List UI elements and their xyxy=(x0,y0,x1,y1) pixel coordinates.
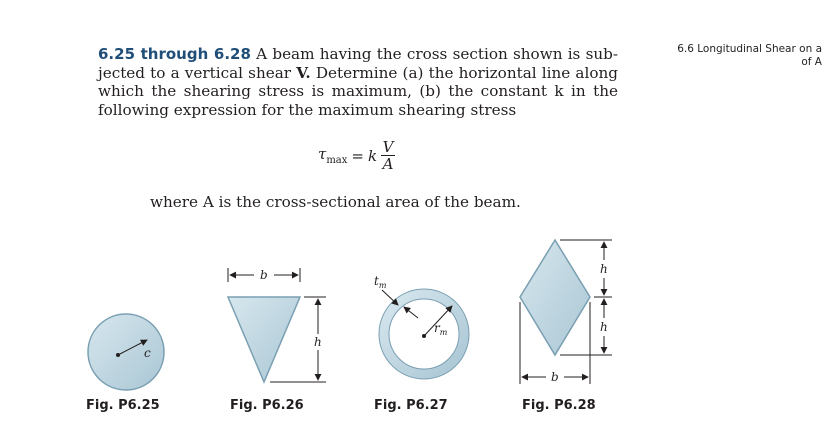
diamond-b-label: b xyxy=(551,370,559,384)
triangle-b-label: b xyxy=(260,268,268,282)
fig-label-p625: Fig. P6.25 xyxy=(86,398,160,413)
fig-p627-drawing xyxy=(374,274,469,379)
ring-r-label: $r_m$ xyxy=(434,321,448,337)
fig-label-p626: Fig. P6.26 xyxy=(230,398,304,413)
diamond-h1-label: h xyxy=(600,262,608,276)
fig-p626-drawing xyxy=(228,268,326,382)
triangle-h-label: h xyxy=(314,335,322,349)
coefficient-k: k xyxy=(367,146,378,165)
header-line-1: 6.6 Longitudinal Shear on a xyxy=(677,43,822,55)
numerator: V xyxy=(382,138,394,156)
problem-number: 6.25 through 6.28 xyxy=(98,45,251,63)
problem-text-2: Determine (a) the horizontal line along which the shearing stress is maximum, (b) the constant k in the following expression for the maximum shearing stress xyxy=(98,63,618,119)
diamond-section xyxy=(520,240,590,355)
ring-t-label: $t_m$ xyxy=(374,274,387,290)
equals-sign: = xyxy=(351,146,364,165)
denominator: A xyxy=(382,155,394,173)
shear-symbol: V. xyxy=(296,63,311,82)
fig-label-p627: Fig. P6.27 xyxy=(374,398,448,413)
where-statement: where A is the cross-sectional area of the beam. xyxy=(150,193,521,211)
problem-text-1: A beam having the cross section shown is sub-jected to a vertical shear xyxy=(98,45,619,82)
tau-symbol: τ xyxy=(318,145,327,163)
tau-subscript: max xyxy=(326,155,348,166)
diamond-h2-label: h xyxy=(600,320,608,334)
fig-p628-drawing xyxy=(520,240,612,384)
radius-label: c xyxy=(144,346,151,360)
circle-section xyxy=(88,314,164,390)
header-line-2: of A xyxy=(801,56,822,68)
fig-p625-drawing xyxy=(88,314,164,390)
triangle-section xyxy=(228,297,300,382)
fig-label-p628: Fig. P6.28 xyxy=(522,398,596,413)
